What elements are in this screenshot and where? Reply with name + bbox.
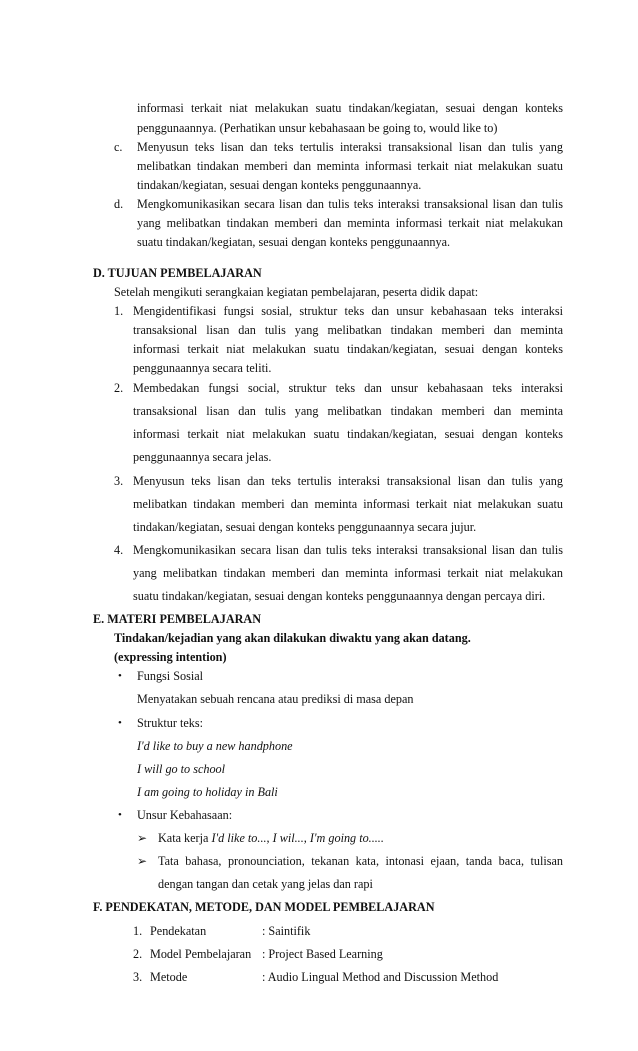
- goal-4-line-3: suatu tindakan/kegiatan, sesuai dengan konteks penggunaannya dengan percaya diri.: [133, 589, 546, 603]
- item-d-label: d.: [114, 197, 124, 211]
- kata-kerja-prefix: Kata kerja: [158, 831, 212, 845]
- example-sentence: I am going to holiday in Bali: [137, 785, 278, 799]
- goal-4-line-2: yang melibatkan tindakan memberi dan meminta informasi terkait niat melakukan: [133, 566, 563, 580]
- item-d-line-1: Mengkomunikasikan secara lisan dan tulis teks interaksi transaksional lisan dan tulis: [137, 197, 563, 211]
- struktur-teks-label: Struktur teks:: [137, 716, 204, 730]
- fungsi-sosial-text: Menyatakan sebuah rencana atau prediksi di masa depan: [137, 692, 414, 706]
- goal-2-line-1: Membedakan fungsi social, struktur teks dan unsur kebahasaan teks interaksi: [133, 381, 563, 395]
- arrow-bullet-icon: ➢: [137, 831, 148, 845]
- tata-bahasa-line-2: dengan tangan dan cetak yang jelas dan rapi: [158, 877, 373, 891]
- arrow-bullet-icon: ➢: [137, 854, 148, 868]
- method-row-value: : Project Based Learning: [262, 947, 383, 961]
- tata-bahasa-line-1: Tata bahasa, pronounciation, tekanan kata, intonasi ejaan, tanda baca, tulisan: [158, 854, 563, 868]
- method-row-value: : Saintifik: [262, 924, 311, 938]
- section-e-subheading-2: (expressing intention): [114, 650, 227, 664]
- section-f-heading: F. PENDEKATAN, METODE, DAN MODEL PEMBELAJARAN: [93, 900, 435, 914]
- bullet-icon: •: [118, 717, 122, 729]
- kata-kerja-line: [158, 831, 384, 846]
- kata-kerja-examples: I'd like to..., I wil..., I'm going to.....: [211, 831, 384, 845]
- goal-4-num: 4.: [114, 543, 124, 557]
- goal-2-line-4: penggunaannya secara jelas.: [133, 450, 272, 464]
- method-row-value: : Audio Lingual Method and Discussion Method: [262, 970, 499, 984]
- method-row-label: Model Pembelajaran: [150, 947, 252, 961]
- item-b-line-2: penggunaannya. (Perhatikan unsur kebahasaan be going to, would like to): [137, 121, 498, 135]
- item-d-line-3: suatu tindakan/kegiatan, sesuai dengan konteks penggunaannya.: [137, 235, 451, 249]
- method-row-label: Pendekatan: [150, 924, 207, 938]
- item-d-line-2: yang melibatkan tindakan memberi dan meminta informasi terkait niat melakukan: [137, 216, 563, 230]
- goal-1-line-3: informasi terkait niat melakukan suatu tindakan/kegiatan, sesuai dengan konteks: [133, 342, 563, 356]
- goal-1-num: 1.: [114, 304, 124, 318]
- unsur-kebahasaan-label: Unsur Kebahasaan:: [137, 808, 233, 822]
- goal-3-line-3: tindakan/kegiatan, sesuai dengan konteks penggunaannya secara jujur.: [133, 520, 477, 534]
- goal-1-line-4: penggunaannya secara teliti.: [133, 361, 272, 375]
- goal-3-line-1: Menyusun teks lisan dan teks tertulis interaksi transaksional lisan dan tulis yang: [133, 474, 563, 488]
- section-e-subheading: Tindakan/kejadian yang akan dilakukan diwaktu yang akan datang.: [114, 631, 471, 645]
- bullet-icon: •: [118, 670, 122, 682]
- bullet-icon: •: [118, 809, 122, 821]
- goal-2-num: 2.: [114, 381, 124, 395]
- fungsi-sosial-label: Fungsi Sosial: [137, 669, 204, 683]
- example-sentence: I'd like to buy a new handphone: [137, 739, 293, 753]
- goal-2-line-2: transaksional lisan dan tulis yang melibatkan tindakan memberi dan meminta: [133, 404, 563, 418]
- item-c-line-3: tindakan/kegiatan, sesuai dengan konteks penggunaannya.: [137, 178, 422, 192]
- method-row-num: 1.: [133, 924, 143, 938]
- goal-4-line-1: Mengkomunikasikan secara lisan dan tulis teks interaksi transaksional lisan dan tulis: [133, 543, 563, 557]
- method-row-label: Metode: [150, 970, 188, 984]
- item-c-line-1: Menyusun teks lisan dan teks tertulis interaksi transaksional lisan dan tulis yang: [137, 140, 563, 154]
- method-row-num: 2.: [133, 947, 143, 961]
- goal-1-line-1: Mengidentifikasi fungsi sosial, struktur teks dan unsur kebahasaan teks interaksi: [133, 304, 563, 318]
- goal-3-line-2: melibatkan tindakan memberi dan meminta informasi terkait niat melakukan suatu: [133, 497, 563, 511]
- example-sentence: I will go to school: [137, 762, 226, 776]
- section-e-heading: E. MATERI PEMBELAJARAN: [93, 612, 262, 626]
- goal-1-line-2: transaksional lisan dan tulis yang melibatkan tindakan memberi dan meminta: [133, 323, 563, 337]
- item-c-line-2: melibatkan tindakan memberi dan meminta informasi terkait niat melakukan suatu: [137, 159, 563, 173]
- section-d-intro: Setelah mengikuti serangkaian kegiatan pembelajaran, peserta didik dapat:: [114, 285, 479, 299]
- item-b-line-1: informasi terkait niat melakukan suatu tindakan/kegiatan, sesuai dengan konteks: [137, 101, 563, 115]
- item-c-label: c.: [114, 140, 123, 154]
- method-row-num: 3.: [133, 970, 143, 984]
- section-d-heading: D. TUJUAN PEMBELAJARAN: [93, 266, 262, 280]
- goal-2-line-3: informasi terkait niat melakukan suatu tindakan/kegiatan, sesuai dengan konteks: [133, 427, 563, 441]
- goal-3-num: 3.: [114, 474, 124, 488]
